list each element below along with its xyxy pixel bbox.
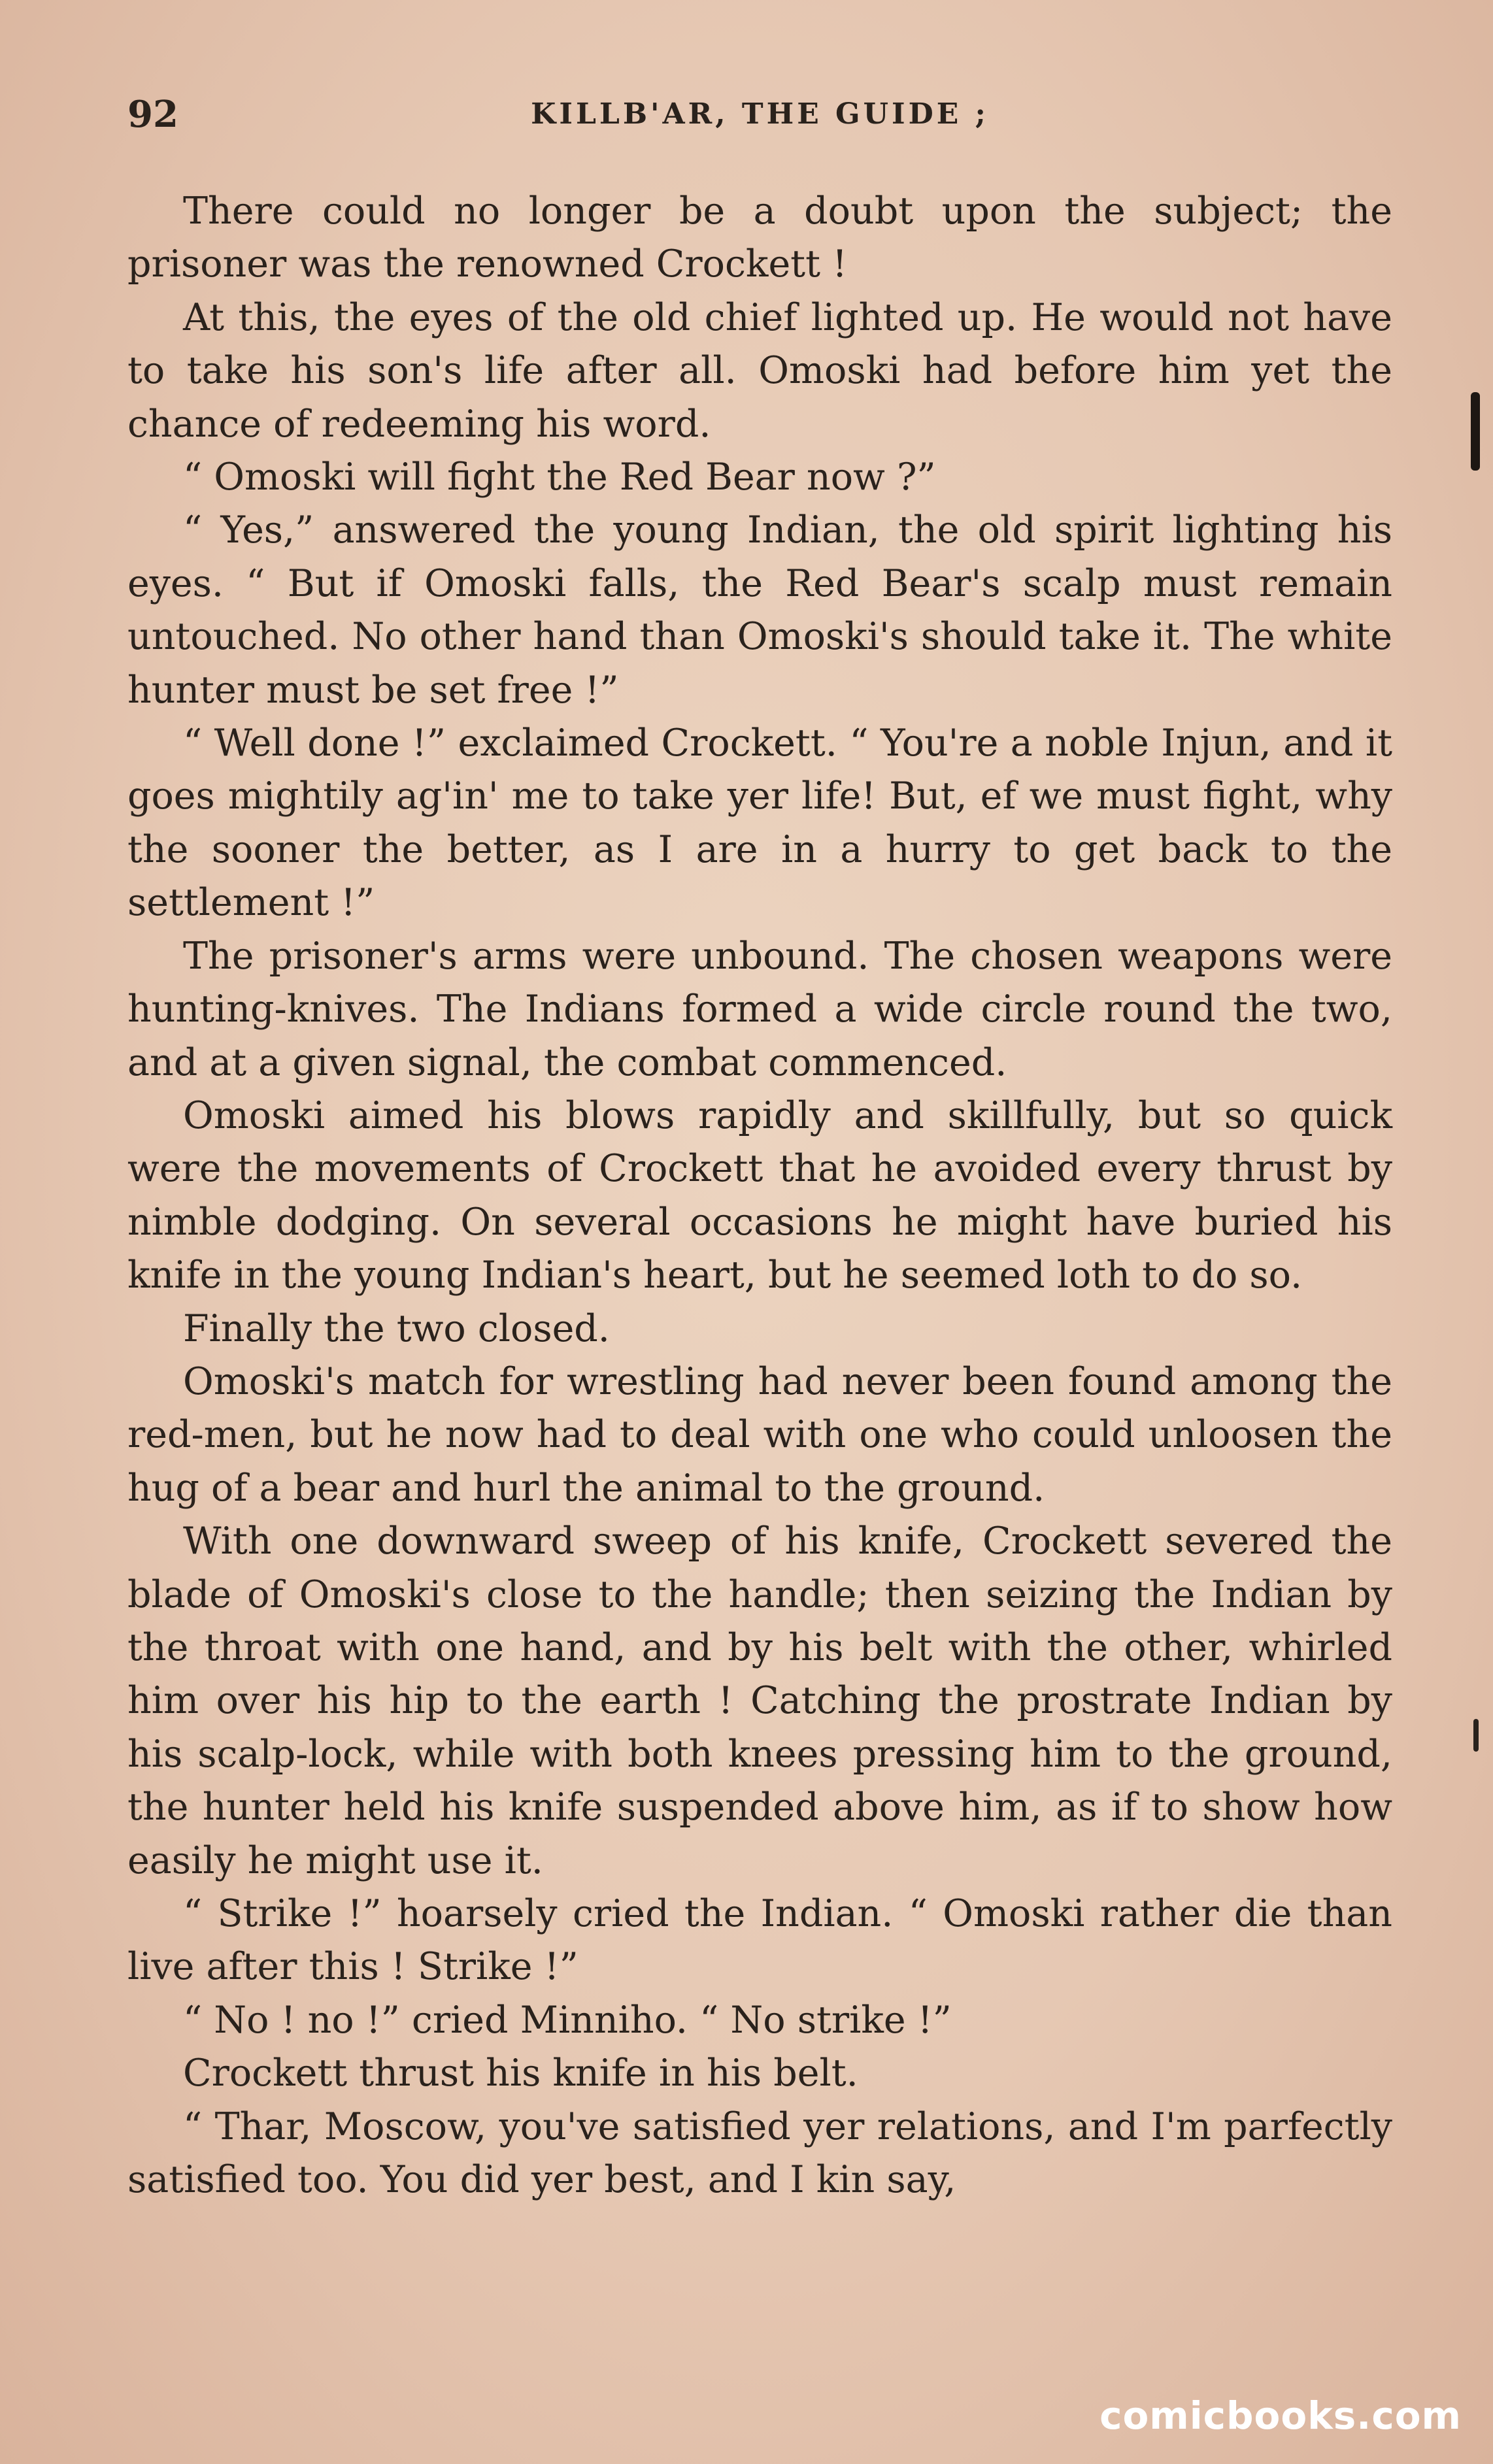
page-edge-mark [1471,392,1480,471]
paragraph: “ Yes,” answered the young Indian, the old spirit lighting his eyes. “ But if Omoski falls, the Red Bear's scalp must remain untouched. No other hand than Omoski's should take it. The white hunter must be set free !” [127,508,1392,712]
paragraph: Finally the two closed. [183,1307,610,1350]
paragraph: The prisoner's arms were unbound. The chosen weapons were hunting-knives. The Indians formed a wide circle round the two, and at a given signal, the combat commenced. [127,934,1392,1084]
page-header [127,92,1392,144]
paragraph: Omoski's match for wrestling had never been found among the red-men, but he now had to deal with one who could unloosen the hug of a bear and hurl the animal to the ground. [127,1359,1392,1510]
paragraph: At this, the eyes of the old chief lighted up. He would not have to take his son's life after all. Omoski had before him yet the chance of redeeming his word. [127,295,1392,446]
paragraph: There could no longer be a doubt upon the subject; the prisoner was the renowned Crockett ! [127,190,1392,286]
watermark: comicbooks.com [1099,2393,1462,2438]
paragraph: “ Strike !” hoarsely cried the Indian. “ Omoski rather die than live after this ! Strike !” [127,1892,1392,1989]
paragraph: “ Well done !” exclaimed Crockett. “ You're a noble Injun, and it goes mightily ag'in' me to take yer life! But, ef we must fight, why the sooner the better, as I are in a hurry to get back to the settlement !” [127,722,1392,925]
paragraph: “ No ! no !” cried Minniho. “ No strike !” [183,1998,952,2042]
paragraph: Omoski aimed his blows rapidly and skillfully, but so quick were the movements of Crockett that he avoided every thrust by nimble dodging. On several occasions he might have buried his knife in the young Indian's heart, but he seemed loth to do so. [127,1093,1392,1297]
paragraph: Crockett thrust his knife in his belt. [183,2052,858,2095]
body-text [127,185,1392,2206]
page-number: 92 [127,93,178,136]
paragraph: “ Thar, Moscow, you've satisfied yer relations, and I'm parfectly satisfied too. You did yer best, and I kin say, [127,2105,1392,2202]
paragraph: With one downward sweep of his knife, Crockett severed the blade of Omoski's close to the handle; then seizing the Indian by the throat with one hand, and by his belt with the other, whirled him over his hip to the earth ! Catching the prostrate Indian by his scalp-lock, while with both knees pressing him to the ground, the hunter held his knife suspended above him, as if to show how easily he might use it. [127,1520,1392,1882]
page-edge-mark [1473,1719,1479,1752]
running-head: KILLB'AR, THE GUIDE ; [531,97,989,131]
paragraph: “ Omoski will fight the Red Bear now ?” [183,456,936,499]
